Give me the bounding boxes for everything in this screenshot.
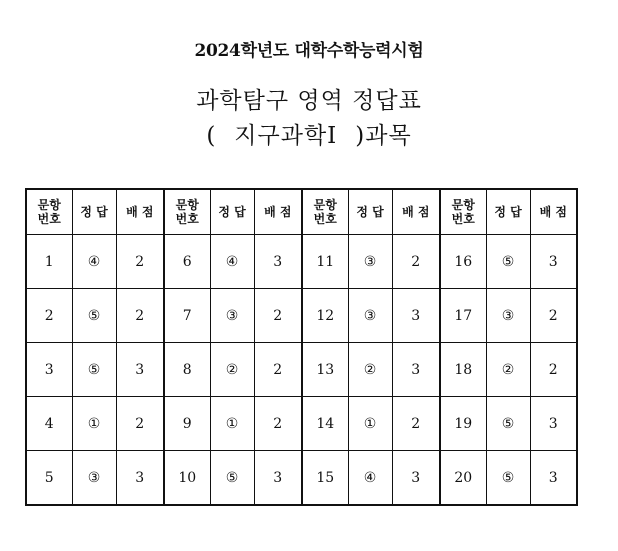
- points-cell: 3: [530, 397, 577, 451]
- header-number-line1: 문항: [37, 198, 61, 212]
- points-cell: 2: [116, 289, 164, 343]
- answer-cell: ④: [72, 235, 116, 289]
- answer-cell: ①: [210, 397, 254, 451]
- points-cell: 3: [254, 451, 302, 506]
- header-number-line2: 번호: [313, 212, 337, 226]
- header-answer: 정 답: [72, 189, 116, 235]
- question-number-cell: 3: [26, 343, 72, 397]
- table-row: [26, 289, 577, 343]
- answer-cell: ③: [486, 289, 530, 343]
- answer-cell: ③: [348, 235, 392, 289]
- header-number-line2: 번호: [175, 212, 199, 226]
- header-answer: 정 답: [486, 189, 530, 235]
- header-points: 배 점: [254, 189, 302, 235]
- answer-cell: ⑤: [486, 397, 530, 451]
- answer-cell: ⑤: [210, 451, 254, 506]
- answer-cell: ③: [72, 451, 116, 506]
- answer-cell: ④: [210, 235, 254, 289]
- subject-close: )과목: [355, 123, 412, 149]
- question-number-cell: 10: [164, 451, 210, 506]
- header-answer: 정 답: [210, 189, 254, 235]
- header-number-line2: 번호: [451, 212, 475, 226]
- header-points: 배 점: [392, 189, 440, 235]
- header-question-number: [302, 189, 348, 235]
- header-points: 배 점: [530, 189, 577, 235]
- question-number-cell: 5: [26, 451, 72, 506]
- question-number-cell: 9: [164, 397, 210, 451]
- question-number-cell: 1: [26, 235, 72, 289]
- answer-cell: ⑤: [72, 343, 116, 397]
- answer-cell: ⑤: [486, 451, 530, 506]
- points-cell: 2: [392, 397, 440, 451]
- points-cell: 2: [530, 289, 577, 343]
- header-number-line1: 문항: [175, 198, 199, 212]
- question-number-cell: 6: [164, 235, 210, 289]
- header-question-number: [26, 189, 72, 235]
- header-question-number: [440, 189, 486, 235]
- points-cell: 3: [116, 451, 164, 506]
- question-number-cell: 4: [26, 397, 72, 451]
- subject-name: 지구과학Ⅰ: [234, 123, 338, 149]
- points-cell: 3: [392, 451, 440, 506]
- answer-cell: ②: [348, 343, 392, 397]
- points-cell: 3: [392, 289, 440, 343]
- question-number-cell: 20: [440, 451, 486, 506]
- answer-cell: ①: [72, 397, 116, 451]
- question-number-cell: 14: [302, 397, 348, 451]
- table-row: [26, 343, 577, 397]
- answer-cell: ⑤: [486, 235, 530, 289]
- question-number-cell: 12: [302, 289, 348, 343]
- question-number-cell: 16: [440, 235, 486, 289]
- answer-cell: ⑤: [72, 289, 116, 343]
- question-number-cell: 18: [440, 343, 486, 397]
- exam-title: 2024학년도 대학수학능력시험: [194, 41, 424, 61]
- answer-key-table: [25, 188, 578, 506]
- subject-open-paren: (: [206, 123, 217, 149]
- header-row: [26, 189, 577, 235]
- question-number-cell: 11: [302, 235, 348, 289]
- points-cell: 2: [116, 397, 164, 451]
- answer-cell: ④: [348, 451, 392, 506]
- table-row: [26, 397, 577, 451]
- answer-cell: ①: [348, 397, 392, 451]
- table-row: [26, 235, 577, 289]
- question-number-cell: 13: [302, 343, 348, 397]
- question-number-cell: 2: [26, 289, 72, 343]
- points-cell: 2: [254, 397, 302, 451]
- header-number-line1: 문항: [313, 198, 337, 212]
- answer-cell: ③: [210, 289, 254, 343]
- question-number-cell: 15: [302, 451, 348, 506]
- question-number-cell: 8: [164, 343, 210, 397]
- points-cell: 2: [116, 235, 164, 289]
- points-cell: 3: [530, 451, 577, 506]
- points-cell: 3: [116, 343, 164, 397]
- points-cell: 3: [530, 235, 577, 289]
- points-cell: 2: [392, 235, 440, 289]
- answer-cell: ②: [486, 343, 530, 397]
- answer-cell: ②: [210, 343, 254, 397]
- section-title: 과학탐구 영역 정답표: [196, 88, 422, 114]
- header-number-line2: 번호: [37, 212, 61, 226]
- header-points: 배 점: [116, 189, 164, 235]
- header-question-number: [164, 189, 210, 235]
- points-cell: 2: [254, 289, 302, 343]
- points-cell: 2: [254, 343, 302, 397]
- header-number-line1: 문항: [451, 198, 475, 212]
- points-cell: 3: [254, 235, 302, 289]
- answer-cell: ③: [348, 289, 392, 343]
- points-cell: 3: [392, 343, 440, 397]
- header-answer: 정 답: [348, 189, 392, 235]
- question-number-cell: 17: [440, 289, 486, 343]
- subject-title: [0, 117, 618, 150]
- points-cell: 2: [530, 343, 577, 397]
- table-row: [26, 451, 577, 506]
- question-number-cell: 19: [440, 397, 486, 451]
- question-number-cell: 7: [164, 289, 210, 343]
